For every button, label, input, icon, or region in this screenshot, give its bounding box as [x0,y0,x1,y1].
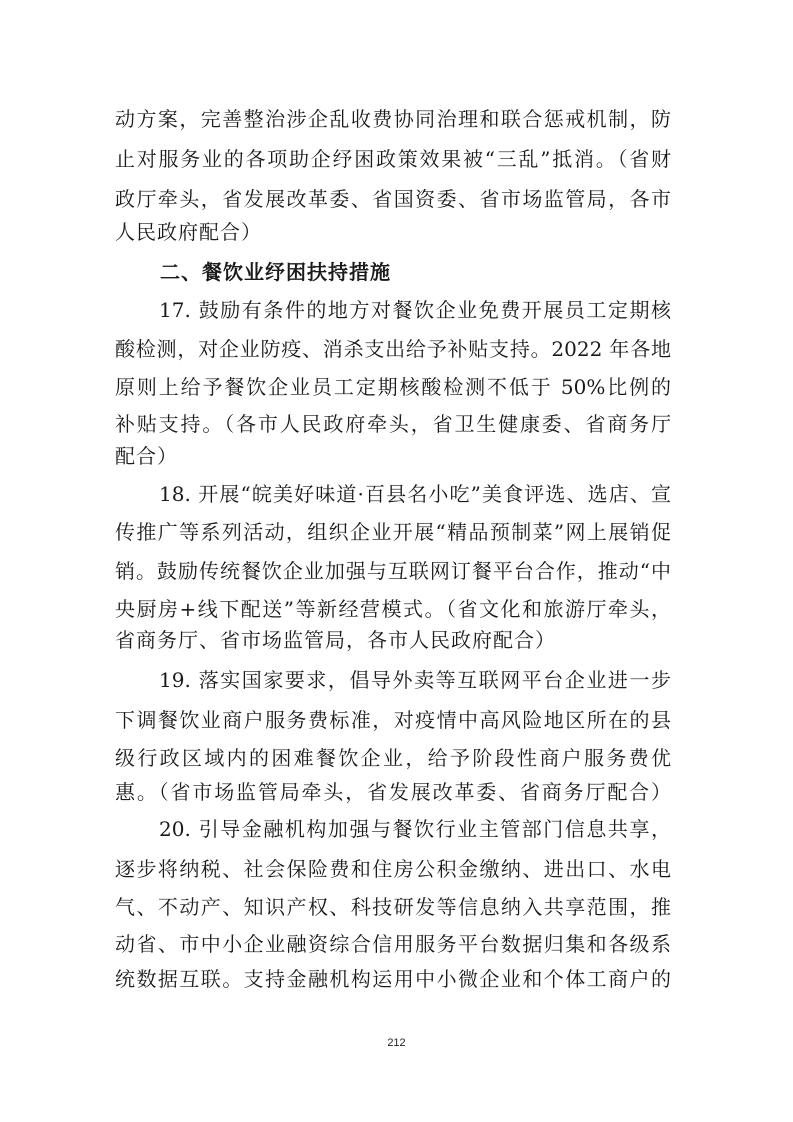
section-heading: 二、餐饮业纾困扶持措施 [160,260,391,284]
text-line: 下调餐饮业商户服务费标准，对疫情中高风险地区所在的县 [115,708,671,732]
text-line: 逐步将纳税、社会保险费和住房公积金缴纳、进出口、水电 [115,857,671,881]
page-number: 212 [387,1037,406,1049]
text-line: 17. 鼓励有条件的地方对餐饮企业免费开展员工定期核 [159,298,671,322]
text-line: 人民政府配合） [115,220,262,244]
text-line: 动方案，完善整治涉企乱收费协同治理和联合惩戒机制，防 [115,107,671,131]
text-line: 省商务厅、省市场监管局，各市人民政府配合） [115,628,556,652]
text-line: 原则上给予餐饮企业员工定期核酸检测不低于 50%比例的 [115,375,671,399]
text-line: 传推广等系列活动，组织企业开展“精品预制菜”网上展销促 [115,520,671,544]
text-line: 气、不动产、知识产权、科技研发等信息纳入共享范围，推 [115,895,671,919]
text-line: 销。鼓励传统餐饮企业加强与互联网订餐平台合作，推动“中 [115,559,671,583]
text-line: 统数据互联。支持金融机构运用中小微企业和个体工商户的 [115,967,671,991]
text-line: 级行政区域内的困难餐饮企业，给予阶段性商户服务费优 [115,746,671,770]
text-line: 19. 落实国家要求，倡导外卖等互联网平台企业进一步 [159,668,671,692]
text-line: 补贴支持。（各市人民政府牵头，省卫生健康委、省商务厅 [115,412,671,436]
text-line: 止对服务业的各项助企纾困政策效果被“三乱”抵消。（省财 [115,147,671,171]
text-line: 政厅牵头，省发展改革委、省国资委、省市场监管局，各市 [115,187,671,211]
text-line: 央厨房+线下配送”等新经营模式。（省文化和旅游厅牵头， [115,597,671,621]
text-line: 动省、市中小企业融资综合信用服务平台数据归集和各级系 [115,932,671,956]
text-line: 配合） [115,444,178,468]
text-line: 酸检测，对企业防疫、消杀支出给予补贴支持。2022 年各地 [115,337,671,361]
text-line: 20. 引导金融机构加强与餐饮行业主管部门信息共享， [159,817,671,841]
text-line: 18. 开展“皖美好味道·百县名小吃”美食评选、选店、宣 [159,482,671,506]
text-line: 惠。（省市场监管局牵头，省发展改革委、省商务厅配合） [115,780,671,804]
